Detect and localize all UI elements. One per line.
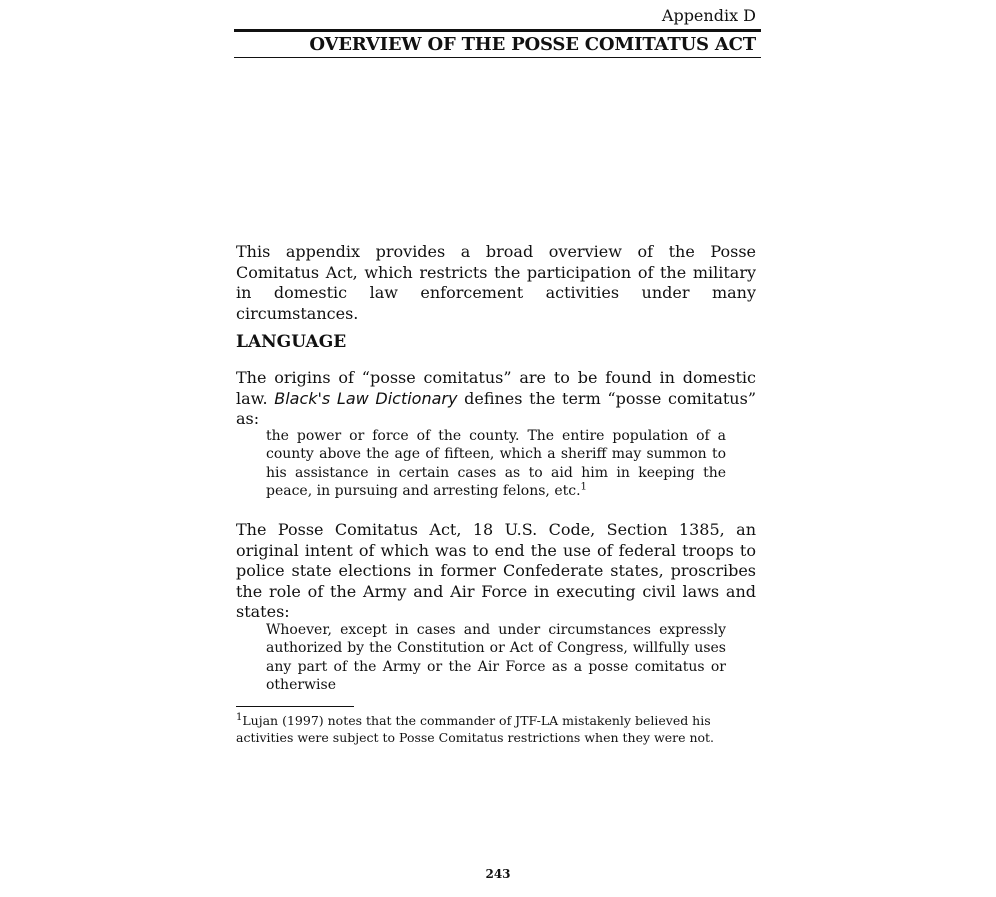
- dictionary-title: Black's Law Dictionary: [274, 388, 458, 408]
- footnote: [236, 713, 760, 746]
- origins-paragraph: [236, 368, 756, 430]
- statute-quote: Whoever, except in cases and under circumstances expressly authorized by the Constitution or Act of Congress, willfully uses any part of the Army or the Air Force as a posse comitatus or otherwise: [266, 622, 726, 693]
- origins-sentence: The origins of “posse comitatus” are to be found in domestic law.: [236, 368, 756, 408]
- origins-definition-lead: defines the term “posse comitatus” as:: [236, 388, 757, 428]
- chapter-title: OVERVIEW OF THE POSSE COMITATUS ACT: [309, 34, 756, 55]
- header-rule-thick: [234, 29, 761, 32]
- definition-quote-text: the power or force of the county. The entire population of a county above the age of fifteen, which a sheriff may summon to his assistance in certain cases as to aid him in keeping the peace, in pursuing and arresting felons, etc.: [266, 428, 726, 499]
- footnote-separator: [236, 706, 354, 707]
- header-rule-thin: [234, 57, 761, 58]
- act-paragraph: The Posse Comitatus Act, 18 U.S. Code, Section 1385, an original intent of which was to end the use of federal troops to police state elections in former Confederate states, proscribes the role of the Army and Air Force in executing civil laws and states:: [236, 520, 756, 621]
- running-head: Appendix D: [661, 6, 756, 25]
- footnote-text: Lujan (1997) notes that the commander of JTF-LA mistakenly believed his activities were subject to Posse Comitatus restrictions when they were not.: [236, 713, 715, 745]
- definition-quote: [266, 427, 726, 500]
- section-heading: LANGUAGE: [236, 332, 347, 352]
- page-number: 243: [485, 867, 511, 881]
- footnote-marker: 1: [236, 711, 243, 723]
- footnote-reference[interactable]: 1: [580, 481, 587, 493]
- intro-paragraph: This appendix provides a broad overview of the Posse Comitatus Act, which restricts the participation of the military in domestic law enforcement activities under many circumstances.: [236, 242, 756, 323]
